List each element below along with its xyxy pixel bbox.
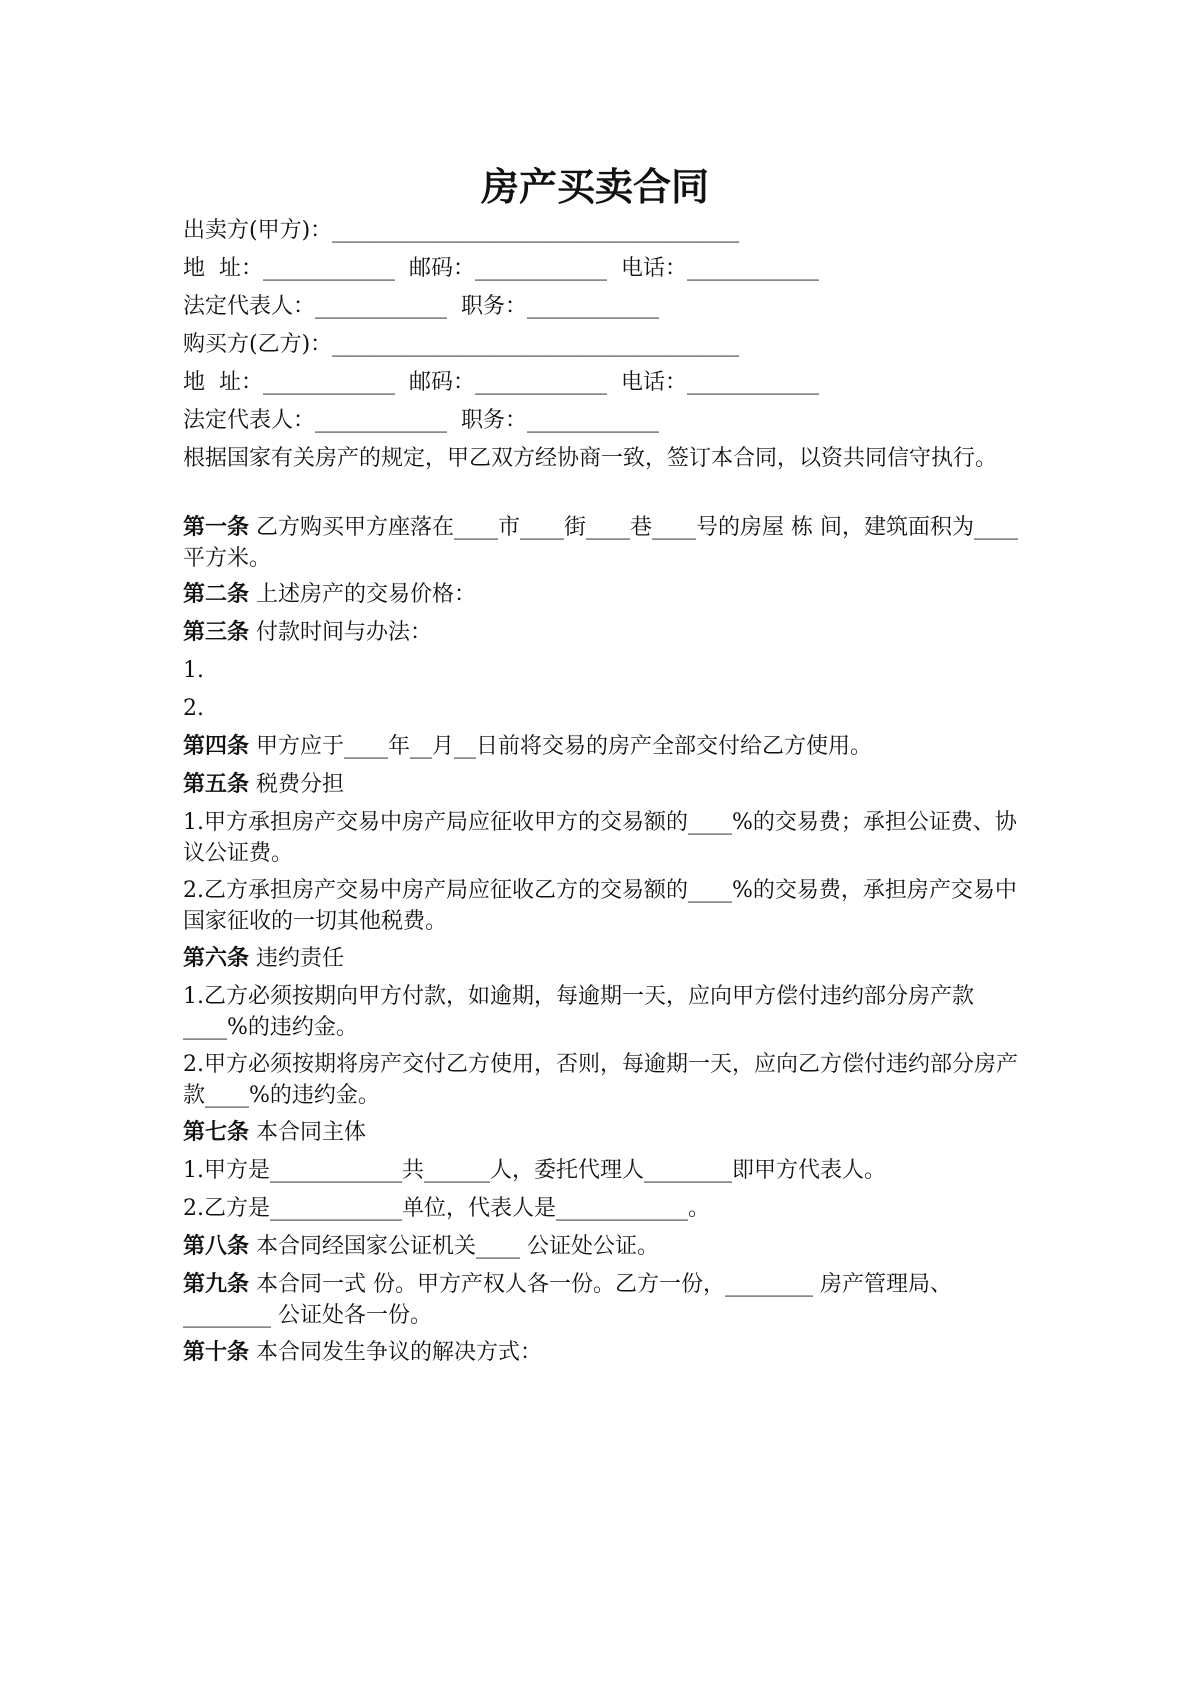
- article-text: 税费分担: [249, 772, 345, 797]
- article-4: [183, 731, 1023, 762]
- article-label: 第六条: [183, 946, 250, 971]
- article-label: 第七条: [183, 1120, 250, 1145]
- article-label: 第三条: [183, 620, 250, 645]
- article-text: 本合同发生争议的解决方式：: [249, 1340, 543, 1365]
- list-item: [183, 693, 1023, 724]
- article-text: 本合同一式 份。甲方产权人各一份。乙方一份，________ 房产管理局、________ 公证处各一份。: [183, 1272, 952, 1328]
- article-label: 第四条: [183, 734, 250, 759]
- article-label: 第八条: [183, 1234, 250, 1259]
- seller-representative-line: 法定代表人：____________ 职务：____________: [183, 294, 659, 319]
- list-item: [183, 1193, 1023, 1224]
- article-label: 第九条: [183, 1272, 250, 1297]
- article-text: 本合同经国家公证机关____ 公证处公证。: [249, 1234, 660, 1259]
- list-item: [183, 875, 1023, 937]
- buyer-name-line: 购买方(乙方)：_____________________________________: [183, 332, 740, 357]
- article-text: 2.乙方承担房产交易中房产局应征收乙方的交易额的____%的交易费，承担房产交易中国家征收的一切其他税费。: [183, 878, 1017, 934]
- page-title: 房产买卖合同: [480, 165, 709, 209]
- article-text: 付款时间与办法：: [249, 620, 433, 645]
- article-text: 1.甲方是____________共______人，委托代理人________即甲方代表人。: [183, 1158, 886, 1183]
- article-text: 1.乙方必须按期向甲方付款，如逾期，每逾期一天，应向甲方偿付违约部分房产款____%的违约金。: [183, 984, 974, 1040]
- article-text: 2.甲方必须按期将房产交付乙方使用，否则，每逾期一天，应向乙方偿付违约部分房产款____%的违约金。: [183, 1052, 1018, 1108]
- article-text: 乙方购买甲方座落在____市____街____巷____号的房屋 栋 间，建筑面积为____平方米。: [183, 515, 1018, 571]
- article-8: [183, 1231, 1023, 1262]
- article-5: [183, 769, 1023, 800]
- article-text: 1.甲方承担房产交易中房产局应征收甲方的交易额的____%的交易费；承担公证费、协议公证费。: [183, 810, 1017, 866]
- buyer-address-line: 地 址：____________ 邮码：____________ 电话：____________: [183, 370, 819, 395]
- article-text: 1.: [183, 658, 204, 683]
- article-text: 本合同主体: [249, 1120, 367, 1145]
- article-label: 第二条: [183, 582, 250, 607]
- list-item: [183, 1155, 1023, 1186]
- seller-address-line: 地 址：____________ 邮码：____________ 电话：____________: [183, 256, 819, 281]
- list-item: [183, 655, 1023, 686]
- article-label: 第一条: [183, 515, 250, 540]
- list-item: [183, 1049, 1023, 1111]
- preamble: 根据国家有关房产的规定，甲乙双方经协商一致，签订本合同，以资共同信守执行。: [183, 446, 998, 471]
- article-label: 第十条: [183, 1340, 250, 1365]
- article-text: 上述房产的交易价格：: [249, 582, 477, 607]
- article-label: 第五条: [183, 772, 250, 797]
- article-text: 甲方应于____年__月__日前将交易的房产全部交付给乙方使用。: [249, 734, 873, 759]
- seller-name-line: 出卖方(甲方)：_____________________________________: [183, 218, 740, 243]
- article-text: 2.: [183, 696, 204, 721]
- list-item: [183, 981, 1023, 1043]
- article-1: [183, 512, 1023, 574]
- article-10: [183, 1337, 1023, 1368]
- article-9: [183, 1269, 1023, 1331]
- article-7: [183, 1117, 1023, 1148]
- list-item: [183, 807, 1023, 869]
- article-text: 违约责任: [249, 946, 345, 971]
- article-text: 2.乙方是____________单位，代表人是____________。: [183, 1196, 710, 1221]
- buyer-representative-line: 法定代表人：____________ 职务：____________: [183, 408, 659, 433]
- article-3: [183, 617, 1023, 648]
- article-2: [183, 579, 1023, 610]
- article-6: [183, 943, 1023, 974]
